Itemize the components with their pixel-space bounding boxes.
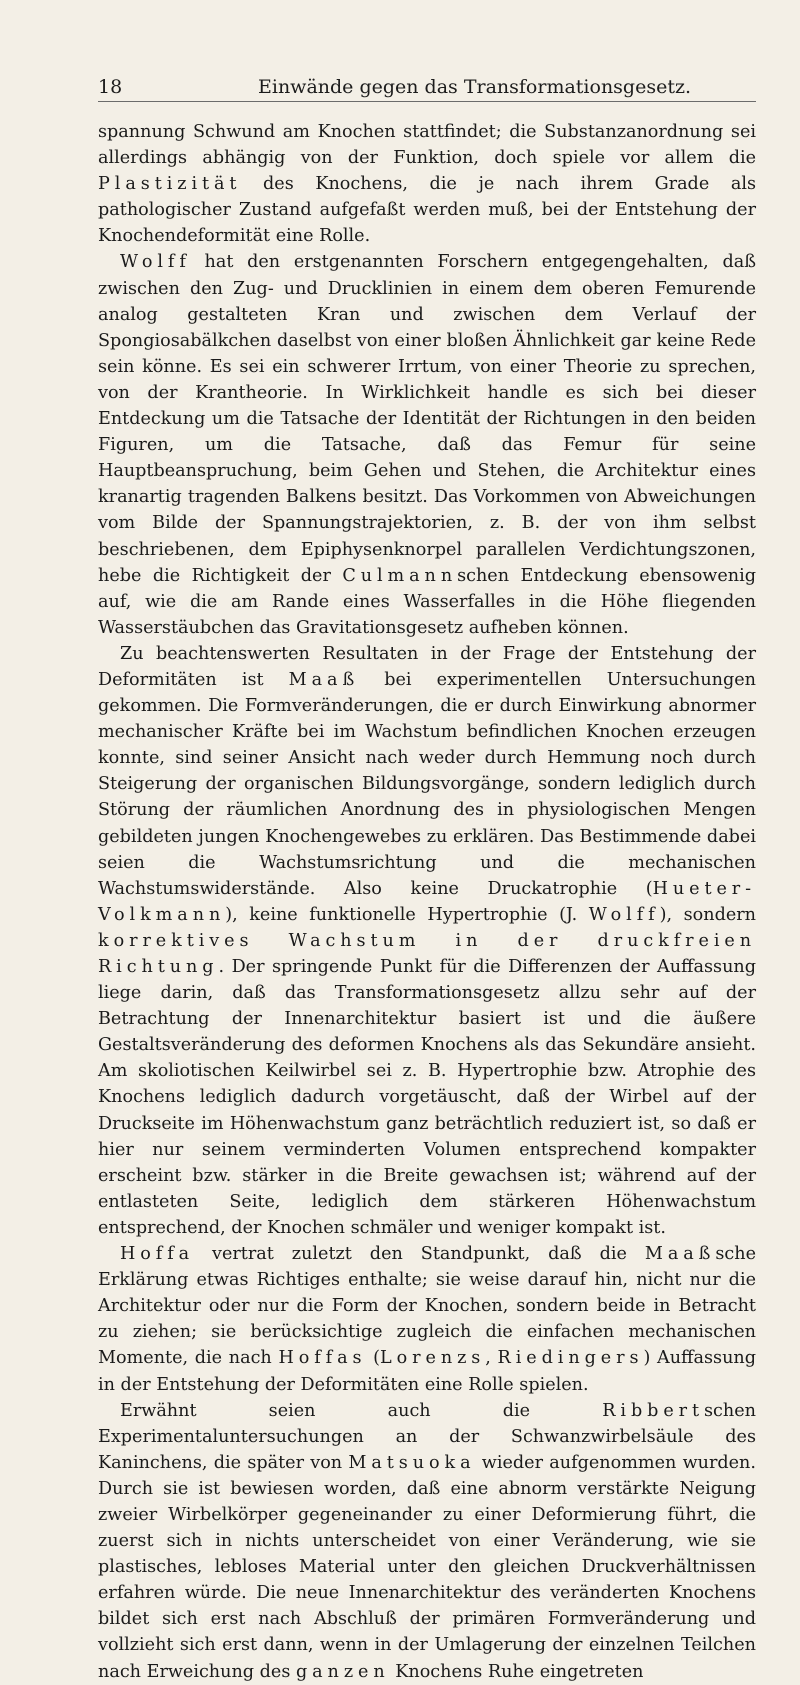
text-run: sche Erklärung etwas Richtiges enthalte; sie weise darauf hin, nicht nur die Architektur oder nur die Form der Knochen, sondern beide in Betracht zu ziehen; sie berücksichtige zugleich die einfachen mechanischen Momente, die nach: [98, 1244, 756, 1369]
emphasized-name: Hoffas: [278, 1348, 367, 1369]
paragraph: [98, 249, 756, 640]
emphasized-name: Wolff: [588, 904, 660, 925]
emphasized-name: Plastizität: [98, 174, 242, 195]
emphasized-name: Maaß: [288, 669, 360, 690]
emphasized-name: Lorenzs: [380, 1348, 486, 1369]
running-title: Einwände gegen das Transformationsgesetz.: [258, 76, 692, 98]
emphasized-name: Maaß: [644, 1244, 716, 1265]
emphasized-name: korrektives Wachstum in der druckfreien Richtung: [98, 930, 756, 977]
text-run: (: [366, 1348, 381, 1369]
text-run: ) Auffassung in der Entstehung der Deformitäten eine Rolle spielen.: [98, 1348, 756, 1395]
text-run: schen Entdeckung ebensowenig auf, wie die am Rande eines Wasserfalles in die Höhe fliegenden Wasserstäubchen das Gravitationsgesetz aufheben können.: [98, 565, 757, 638]
text-run: ), sondern: [659, 904, 756, 925]
text-run: ,: [485, 1348, 498, 1369]
emphasized-name: ganzen: [295, 1661, 390, 1682]
text-run: Erwähnt seien auch die: [120, 1400, 603, 1421]
page-header: [98, 76, 756, 104]
text-run: Knochens Ruhe eingetreten: [389, 1661, 644, 1682]
header-rule: [98, 101, 756, 102]
body-text: [98, 119, 756, 1685]
text-run: des Knochens, die je nach ihrem Grade als pathologischer Zustand aufgefaßt werden muß, bei der Entstehung der Knochendeformität eine Rolle.: [98, 174, 756, 247]
text-run: vertrat zuletzt den Standpunkt, daß die: [194, 1244, 645, 1265]
emphasized-name: Culmann: [342, 565, 458, 586]
paragraph: [98, 1241, 756, 1398]
emphasized-name: Matsuoka: [348, 1452, 476, 1473]
page-number: 18: [98, 76, 123, 98]
text-run: bei experimentellen Untersuchungen gekommen. Die Formveränderungen, die er durch Einwirkung abnormer mechanischer Kräfte bei im Wachstum befindlichen Knochen erzeugen konnte, sind seiner Ansicht nach weder durch Hemmung noch durch Steigerung der organischen Bildungsvorgänge, sondern lediglich durch Störung der räumlichen Anordnung des in physiologischen Mengen gebildeten jungen Knochengewebes zu erklären. Das Bestimmende dabei seien die Wachstumsrichtung und die mechanischen Wachstumswiderstände. Also keine Druckatrophie (: [98, 669, 756, 899]
text-run: schen Experimentaluntersuchungen an der Schwanzwirbelsäule des Kaninchens, die später von: [98, 1400, 756, 1473]
emphasized-name: Hueter-Volkmann: [98, 878, 756, 925]
emphasized-name: Hoffa: [120, 1244, 195, 1265]
emphasized-name: Riedingers: [497, 1348, 644, 1369]
text-run: spannung Schwund am Knochen stattfindet; die Substanzanordnung sei allerdings abhängig von der Funktion, doch spiele vor allem die: [98, 122, 756, 169]
emphasized-name: Ribbert: [602, 1400, 705, 1421]
paragraph: [98, 641, 756, 1241]
text-run: hat den erstgenannten Forschern entgegengehalten, daß zwischen den Zug- und Drucklinien in einem dem oberen Femurende analog gestalteten Kran und zwischen dem Verlauf der Spongiosabälkchen daselbst von einer bloßen Ähnlichkeit gar keine Rede sein könne. Es sei ein schwerer Irrtum, von einer Theorie zu sprechen, von der Krantheorie. In Wirklichkeit handle es sich bei dieser Entdeckung um die Tatsache der Identität der Richtungen in den beiden Figuren, um die Tatsache, daß das Femur für seine Hauptbeanspruchung, beim Gehen und Stehen, die Architektur eines kranartig tragenden Balkens besitzt. Das Vorkommen von Abweichungen vom Bilde der Spannungstrajektorien, z. B. der von ihm selbst beschriebenen, dem Epiphysenknorpel parallelen Verdichtungszonen, hebe die Richtigkeit der: [98, 252, 756, 586]
emphasized-name: Wolff: [120, 252, 191, 273]
text-run: Zu beachtenswerten Resultaten in der Frage der Entstehung der Deformitäten ist: [98, 643, 756, 690]
paragraph: [98, 119, 756, 249]
text-run: ), keine funktionelle Hypertrophie (J.: [225, 904, 589, 925]
text-run: wieder aufgenommen wurden. Durch sie ist bewiesen worden, daß eine abnorm verstärkte Neigung zweier Wirbelkörper gegeneinander zu einer Deformierung führt, die zuerst sich in nichts unterscheidet von einer Veränderung, wie sie plastisches, lebloses Material unter den gleichen Druckverhältnissen erfahren würde. Die neue Innenarchitektur des veränderten Knochens bildet sich erst nach Abschluß der primären Formveränderung und vollzieht sich erst dann, wenn in der Umlagerung der einzelnen Teilchen nach Erweichung des: [98, 1452, 756, 1682]
text-run: . Der springende Punkt für die Differenzen der Auffassung liege darin, daß das Transformationsgesetz allzu sehr auf der Betrachtung der Innenarchitektur basiert ist und die äußere Gestaltsveränderung des deformen Knochens als das Sekundäre ansieht. Am skoliotischen Keilwirbel sei z. B. Hypertrophie bzw. Atrophie des Knochens lediglich dadurch vorgetäuscht, daß der Wirbel auf der Druckseite im Höhenwachstum ganz beträchtlich reduziert ist, so daß er hier nur seinem verminderten Volumen entsprechend kompakter erscheint bzw. stärker in die Breite gewachsen ist; während auf der entlasteten Seite, lediglich dem stärkeren Höhenwachstum entsprechend, der Knochen schmäler und weniger kompakt ist.: [98, 957, 756, 1238]
paragraph: [98, 1398, 756, 1685]
